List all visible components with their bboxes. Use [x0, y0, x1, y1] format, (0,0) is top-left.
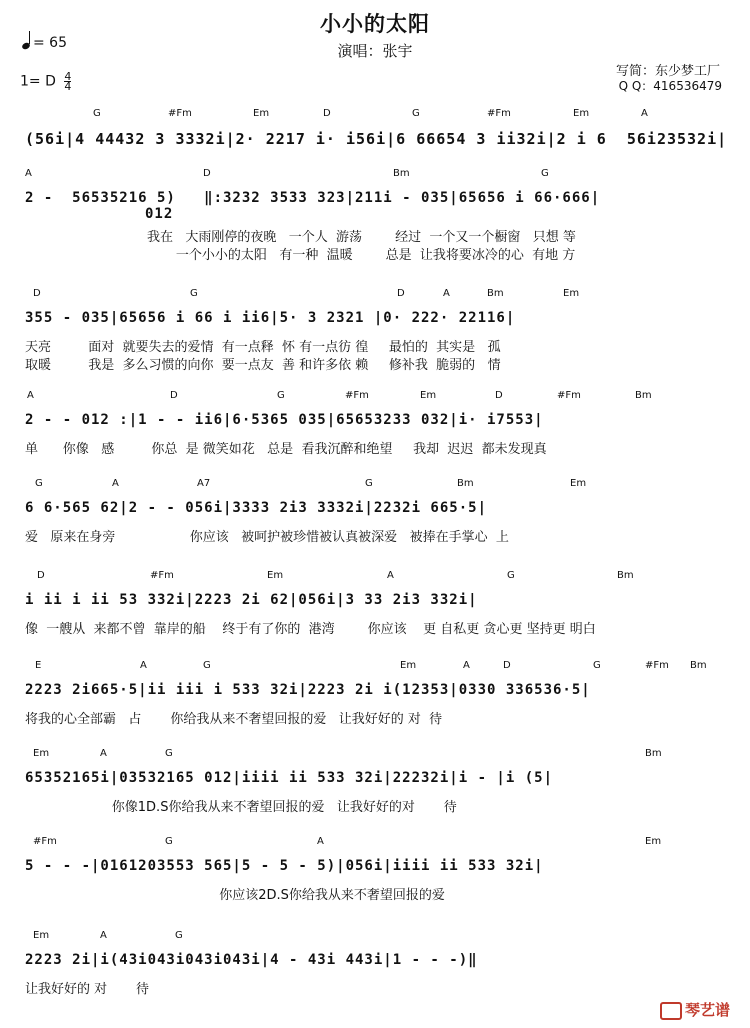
logo-text: 琴艺谱: [684, 1001, 730, 1019]
lyrics-verse-1: 我在 大雨刚停的夜晚 一个人 游荡 经过 一个又一个橱窗 只想 等: [147, 230, 576, 245]
score-row-3: [25, 288, 725, 383]
chord: G: [365, 478, 373, 489]
chord: E: [35, 660, 42, 671]
time-sig-bottom: 4: [64, 80, 72, 93]
chord: Bm: [393, 168, 410, 179]
chord: Em: [645, 836, 662, 847]
chord: G: [165, 836, 173, 847]
chord: A: [140, 660, 147, 671]
lyrics-line: 让我好好的 对 待: [25, 982, 150, 997]
notation-line: 65352165i|03532165 012|iiii ii 533 32i|22232i|i - |i (5|: [25, 770, 554, 786]
pickup-notes: 012: [145, 206, 174, 222]
chord: Em: [420, 390, 437, 401]
lyrics-line: 爱 原来在身旁 你应该 被呵护被珍惜被认真被深爱 被捧在手掌心 上: [25, 530, 509, 545]
score-row-9: [25, 836, 725, 931]
lyrics-line: 单 你像 感 你总 是 微笑如花 总是 看我沉醉和绝望 我却 迟迟 都未发现真: [25, 442, 547, 457]
notation-line: i ii i ii 53 332i|2223 2i 62|056i|3 33 2i3 332i|: [25, 592, 478, 608]
chord: Em: [267, 570, 284, 581]
chord: Em: [570, 478, 587, 489]
chord: Em: [33, 930, 50, 941]
chord: #Fm: [168, 108, 192, 119]
chord: D: [33, 288, 41, 299]
notation-line: 2 - - 012 :|1 - - ii6|6·5365 035|65653233 032|i· i7553|: [25, 412, 544, 428]
score-row-4: [25, 390, 725, 485]
chord-line: [25, 478, 725, 492]
chord: D: [203, 168, 211, 179]
score-row-5: [25, 478, 725, 573]
chord: D: [397, 288, 405, 299]
chord: G: [175, 930, 183, 941]
chord-line: [25, 288, 725, 302]
notation-line: 5 - - -|0161203553 565|5 - 5 - 5)|056i|iiii ii 533 32i|: [25, 858, 544, 874]
notation-line: 2 - 56535216 5) ‖:3232 3533 323|211i - 035|65656 i 66·666|: [25, 190, 601, 206]
chord: Em: [573, 108, 590, 119]
chord: Bm: [635, 390, 652, 401]
chord: #Fm: [33, 836, 57, 847]
time-sig-top: 4: [64, 70, 72, 83]
chord: G: [93, 108, 101, 119]
chord: D: [170, 390, 178, 401]
lyrics-line: 你像1D.S你给我从来不奢望回报的爱 让我好好的对 待: [25, 800, 457, 815]
lyrics-verse-2: 一个小小的太阳 有一种 温暖 总是 让我将要冰冷的心 有地 方: [147, 248, 576, 263]
chord: G: [507, 570, 515, 581]
chord: Em: [253, 108, 270, 119]
credit-writer: 写简：东少梦工厂: [615, 64, 720, 79]
chord: A: [443, 288, 450, 299]
chord: G: [165, 748, 173, 759]
score-row-8: [25, 748, 725, 843]
chord: A: [317, 836, 324, 847]
chord: Bm: [487, 288, 504, 299]
score-row-10: [25, 930, 725, 1025]
chord: D: [323, 108, 331, 119]
score-row-7: [25, 660, 725, 755]
chord: A: [27, 390, 34, 401]
chord: A: [100, 930, 107, 941]
chord: Em: [400, 660, 417, 671]
chord-line: [25, 108, 725, 122]
lyrics-line: 像 一艘从 来都不曾 靠岸的船 终于有了你的 港湾 你应该 更 自私更 贪心更 坚持更 明白: [25, 622, 596, 637]
notation-line: 355 - 035|65656 i 66 i ii6|5· 3 2321 |0· 222· 22116|: [25, 310, 516, 326]
chord: G: [203, 660, 211, 671]
chord-line: [25, 836, 725, 850]
chord: A: [463, 660, 470, 671]
logo-icon: [660, 1002, 682, 1020]
chord: Bm: [645, 748, 662, 759]
song-title: 小小的太阳: [320, 12, 430, 36]
chord: #Fm: [645, 660, 669, 671]
notation-line: (56i|4 44432 3 3332i|2· 2217 i· i56i|6 66654 3 ii32i|2 i 6 56i23532i|: [25, 130, 728, 148]
chord: G: [277, 390, 285, 401]
singer-line: 演唱：张宇: [337, 42, 413, 60]
notation-line: 6 6·565 62|2 - - 056i|3333 2i3 3332i|2232i 665·5|: [25, 500, 488, 516]
lyrics-verse-2: 取暖 我是 多么习惯的向你 要一点友 善 和许多依 赖 修补我 脆弱的 情: [25, 358, 501, 373]
chord: D: [503, 660, 511, 671]
notation-line: 2223 2i|i(43i043i043i043i|4 - 43i 443i|1 - - -)‖: [25, 952, 478, 968]
tempo-marking: [22, 34, 67, 51]
notation-line: 2223 2i665·5|ii iii i 533 32i|2223 2i i(12353|0330 336536·5|: [25, 682, 591, 698]
chord: G: [593, 660, 601, 671]
chord-line: [25, 748, 725, 762]
chord: #Fm: [557, 390, 581, 401]
score-row-6: [25, 570, 725, 665]
credit-qq: Q Q：416536479: [618, 79, 722, 93]
chord: G: [412, 108, 420, 119]
chord-line: [25, 660, 725, 674]
lyrics-verse-1: 天亮 面对 就要失去的爱情 有一点释 怀 有一点彷 徨 最怕的 其实是 孤: [25, 340, 501, 355]
chord: D: [495, 390, 503, 401]
chord: G: [190, 288, 198, 299]
lyrics-line: 将我的心全部霸 占 你给我从来不奢望回报的爱 让我好好的 对 待: [25, 712, 443, 727]
chord: #Fm: [487, 108, 511, 119]
chord: Bm: [617, 570, 634, 581]
site-logo: [660, 999, 730, 1020]
chord: A: [100, 748, 107, 759]
chord: Bm: [457, 478, 474, 489]
chord-line: [25, 570, 725, 584]
lyrics-line: 你应该2D.S你给我从来不奢望回报的爱: [25, 888, 445, 903]
score-row-2: [25, 168, 725, 263]
key-signature: [20, 72, 71, 91]
chord: Em: [33, 748, 50, 759]
chord: A: [25, 168, 32, 179]
chord-line: [25, 390, 725, 404]
chord: D: [37, 570, 45, 581]
key-label: 1= D: [20, 73, 56, 90]
chord: #Fm: [345, 390, 369, 401]
chord-line: [25, 168, 725, 182]
chord: A: [112, 478, 119, 489]
chord: A7: [197, 478, 211, 489]
chord: A: [387, 570, 394, 581]
chord: #Fm: [150, 570, 174, 581]
chord-line: [25, 930, 725, 944]
chord: A: [641, 108, 648, 119]
chord: G: [35, 478, 43, 489]
chord: G: [541, 168, 549, 179]
tempo-value: = 65: [33, 35, 67, 51]
time-signature: [64, 72, 71, 91]
chord: Bm: [690, 660, 707, 671]
quarter-note-icon: [22, 35, 33, 51]
chord: Em: [563, 288, 580, 299]
